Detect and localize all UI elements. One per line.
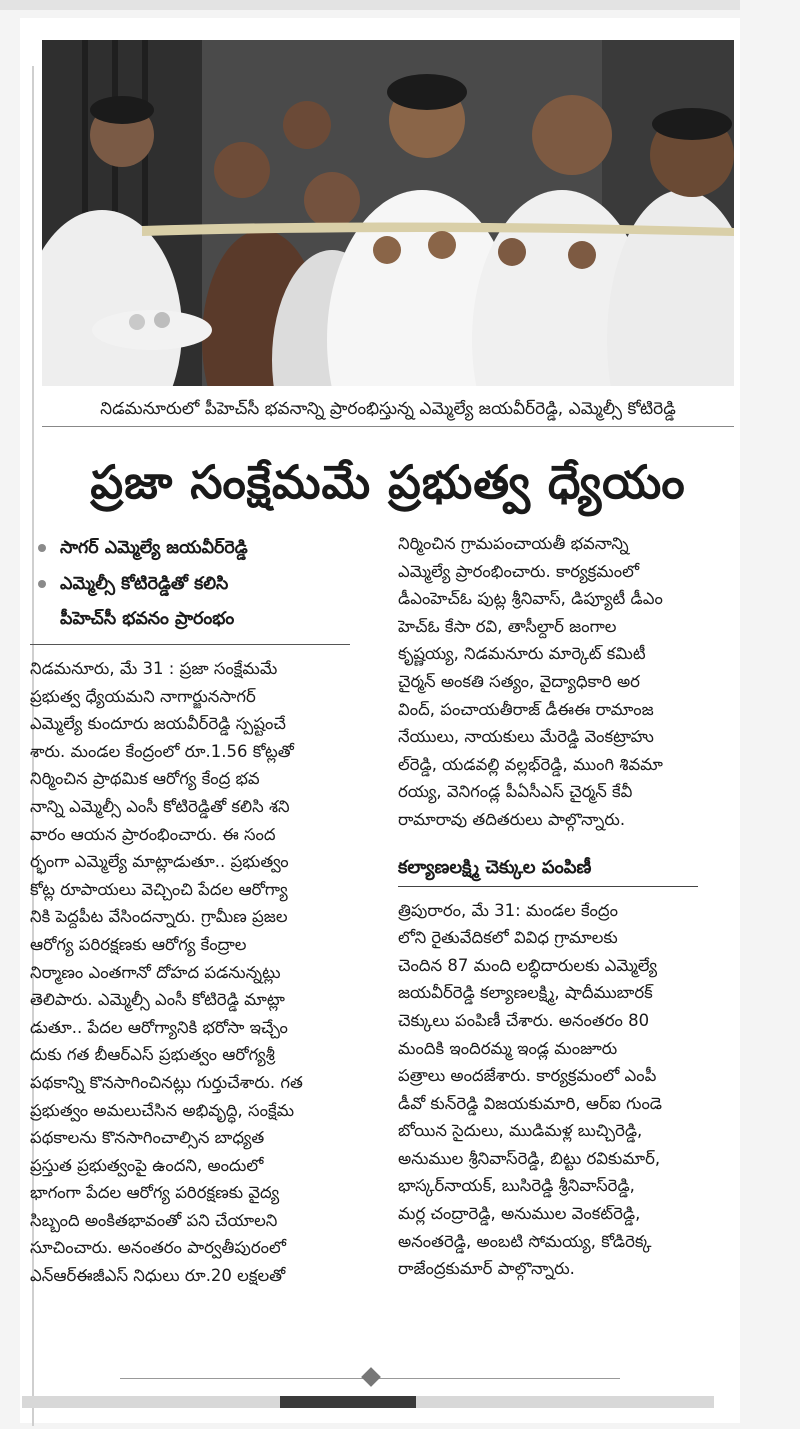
text-line: ప్రభుత్వం అమలుచేసిన అభివృద్ధి, సంక్షేమ <box>30 1100 295 1120</box>
text-line: రామారావు తదితరులు పాల్గొన్నారు. <box>398 809 626 829</box>
right-column <box>398 530 720 1283</box>
text-line: నిర్మించిన ప్రాథమిక ఆరోగ్య కేంద్ర భవ <box>30 769 260 789</box>
text-line: జయవీర్‌రెడ్డి కల్యాణలక్ష్మి, షాదీముబారక్‌ <box>398 983 653 1003</box>
text-line: పథకాన్ని కొనసాగించినట్లు గుర్తుచేశారు. గత <box>30 1072 303 1092</box>
top-strip <box>0 0 740 10</box>
text-line: పథకాలను కొనసాగించాల్సిన బాధ్యత <box>30 1128 265 1148</box>
text-line: హెచ్‌ఓ కేసా రవి, తాసీల్దార్‌ జంగాల <box>398 616 617 636</box>
text-line: నికి పెద్దపీట వేసిందన్నారు. గ్రామీణ ప్రజల <box>30 907 288 927</box>
text-line: ఎమ్మెల్యే ప్రారంభించారు. కార్యక్రమంలో <box>398 561 640 581</box>
text-line: మందికి ఇందిరమ్మ ఇండ్ల మంజూరు <box>398 1038 618 1058</box>
bullet-text: సాగర్‌ ఎమ్మెల్యే జయవీర్‌రెడ్డి <box>60 538 248 558</box>
next-clipping-strip <box>22 1396 714 1408</box>
bullet-dot <box>38 580 46 588</box>
article-body-right <box>398 530 720 834</box>
text-line: వింద్‌, పంచాయతీరాజ్‌ డీఈఈ రామాంజ <box>398 699 654 719</box>
bullet-text: ఎమ్మెల్సీ కోటిరెడ్డితో కలిసి <box>60 574 229 594</box>
text-line: చెందిన 87 మంది లబ్ధిదారులకు ఎమ్మెల్యే <box>398 955 657 975</box>
text-line: చైర్మన్‌ అంకతి సత్యం, వైద్యాధికారి అర <box>398 671 640 691</box>
text-line: భాస్కర్‌నాయక్‌, బుసిరెడ్డి శ్రీనివాస్‌రెడ్డి, <box>398 1176 635 1196</box>
text-line: సిబ్బంది అంకితభావంతో పని చేయాలని <box>30 1210 278 1230</box>
sub-headline: కల్యాణలక్ష్మి చెక్కుల పంపిణీ <box>398 850 698 887</box>
text-line: ప్రభుత్వ ధ్యేయమని నాగార్జునసాగర్‌ <box>30 686 256 706</box>
text-line: వారం ఆయన ప్రారంభించారు. ఈ సంద <box>30 824 276 844</box>
bullet-text-continued: పీహెచ్‌సీ భవనం ప్రారంభం <box>60 609 235 629</box>
bullet-dot <box>38 544 46 552</box>
left-column <box>30 530 380 1290</box>
text-line: చెక్కులు పంపిణీ చేశారు. అనంతరం 80 <box>398 1010 650 1030</box>
photo-caption: నిడమనూరులో పీహెచ్‌సీ భవనాన్ని ప్రారంభిస్తున్న ఎమ్మెల్యే జయవీర్‌రెడ్డి, ఎమ్మెల్సీ కోటిరెడ్డి <box>42 392 734 427</box>
text-line: డీఎంహెచ్‌ఓ పుట్ల శ్రీనివాస్‌, డిప్యూటీ డీఎం <box>398 589 663 609</box>
text-line: నిర్మించిన గ్రామపంచాయతీ భవనాన్ని <box>398 534 629 553</box>
text-line: లోని రైతువేదికలో వివిధ గ్రామాలకు <box>398 928 618 948</box>
text-line: నిర్మాణం ఎంతగానో దోహద పడనున్నట్లు <box>30 962 281 982</box>
next-photo-edge <box>280 1396 416 1408</box>
text-line: కృష్ణయ్య, నిడమనూరు మార్కెట్‌ కమిటీ <box>398 644 646 664</box>
text-line: సూచించారు. అనంతరం పార్వతీపురంలో <box>30 1238 287 1258</box>
text-line: ర్భంగా ఎమ్మెల్యే మాట్లాడుతూ.. ప్రభుత్వం <box>30 852 289 872</box>
bullet-item <box>30 530 380 566</box>
photo-illustration <box>42 40 734 386</box>
text-line: అనంతరెడ్డి, అంబటి సోమయ్య, కోడిరెక్క <box>398 1231 652 1251</box>
sub-article-body <box>398 897 720 1283</box>
text-line: ఎన్‌ఆర్‌ఈజీఎస్‌ నిధులు రూ.20 లక్షలతో <box>30 1266 286 1286</box>
text-line: ఆరోగ్య పరిరక్షణకు ఆరోగ్య కేంద్రాల <box>30 934 247 954</box>
bullet-item <box>30 566 380 602</box>
text-line: మర్ల చంద్రారెడ్డి, అనుముల వెంకట్‌రెడ్డి, <box>398 1204 641 1224</box>
text-line: భాగంగా పేదల ఆరోగ్య పరిరక్షణకు వైద్య <box>30 1183 280 1203</box>
text-line: బోయిన సైదులు, ముడిమళ్ల బుచ్చిరెడ్డి, <box>398 1121 643 1141</box>
article-body-left <box>30 655 380 1290</box>
article-photo <box>42 40 734 386</box>
bullet-separator <box>30 644 350 645</box>
text-line: కోట్ల రూపాయలు వెచ్చించి పేదల ఆరోగ్యా <box>30 879 288 899</box>
text-line: పత్రాలు అందజేశారు. కార్యక్రమంలో ఎంపీ <box>398 1066 657 1086</box>
text-line: శారు. మండల కేంద్రంలో రూ.1.56 కోట్లతో <box>30 741 294 761</box>
text-line: ఎమ్మెల్యే కుందూరు జయవీర్‌రెడ్డి స్పష్టంచే <box>30 714 286 734</box>
text-line: రాజేంద్రకుమార్‌ పాల్గొన్నారు. <box>398 1259 575 1279</box>
text-line: డుతూ.. పేదల ఆరోగ్యానికి భరోసా ఇచ్చేం <box>30 1017 288 1037</box>
text-line: నాన్ని ఎమ్మెల్సీ ఎంసీ కోటిరెడ్డితో కలిసి శని <box>30 796 290 816</box>
text-line: నేయులు, నాయకులు మేరెడ్డి వెంకట్రాహు <box>398 727 654 747</box>
text-line: త్రిపురారం, మే 31: మండల కేంద్రం <box>398 900 618 920</box>
headline: ప్రజా సంక్షేమమే ప్రభుత్వ ధ్యేయం <box>90 455 686 509</box>
text-line: నిడమనూరు, మే 31 : ప్రజా సంక్షేమమే <box>30 659 278 678</box>
text-line: దుకు గత బీఆర్‌ఎస్‌ ప్రభుత్వం ఆరోగ్యశ్రీ <box>30 1045 275 1065</box>
text-line: అనుముల శ్రీనివాస్‌రెడ్డి, బిట్టు రవికుమార్‌, <box>398 1148 661 1168</box>
text-line: తెలిపారు. ఎమ్మెల్సీ ఎంసీ కోటిరెడ్డి మాట్లా <box>30 990 285 1010</box>
text-line: రయ్య, వెనిగండ్ల పీఏసీఎస్‌ చైర్మన్‌ కేవీ <box>398 782 633 802</box>
text-line: డీవో కున్‌రెడ్డి విజయకుమారి, ఆర్‌ఐ గుండె <box>398 1093 663 1113</box>
text-line: ప్రస్తుత ప్రభుత్వంపై ఉందని, అందులో <box>30 1155 264 1175</box>
text-line: ల్‌రెడ్డి, యడవల్లి వల్లభ్‌రెడ్డి, ముంగి శివమా <box>398 754 663 774</box>
